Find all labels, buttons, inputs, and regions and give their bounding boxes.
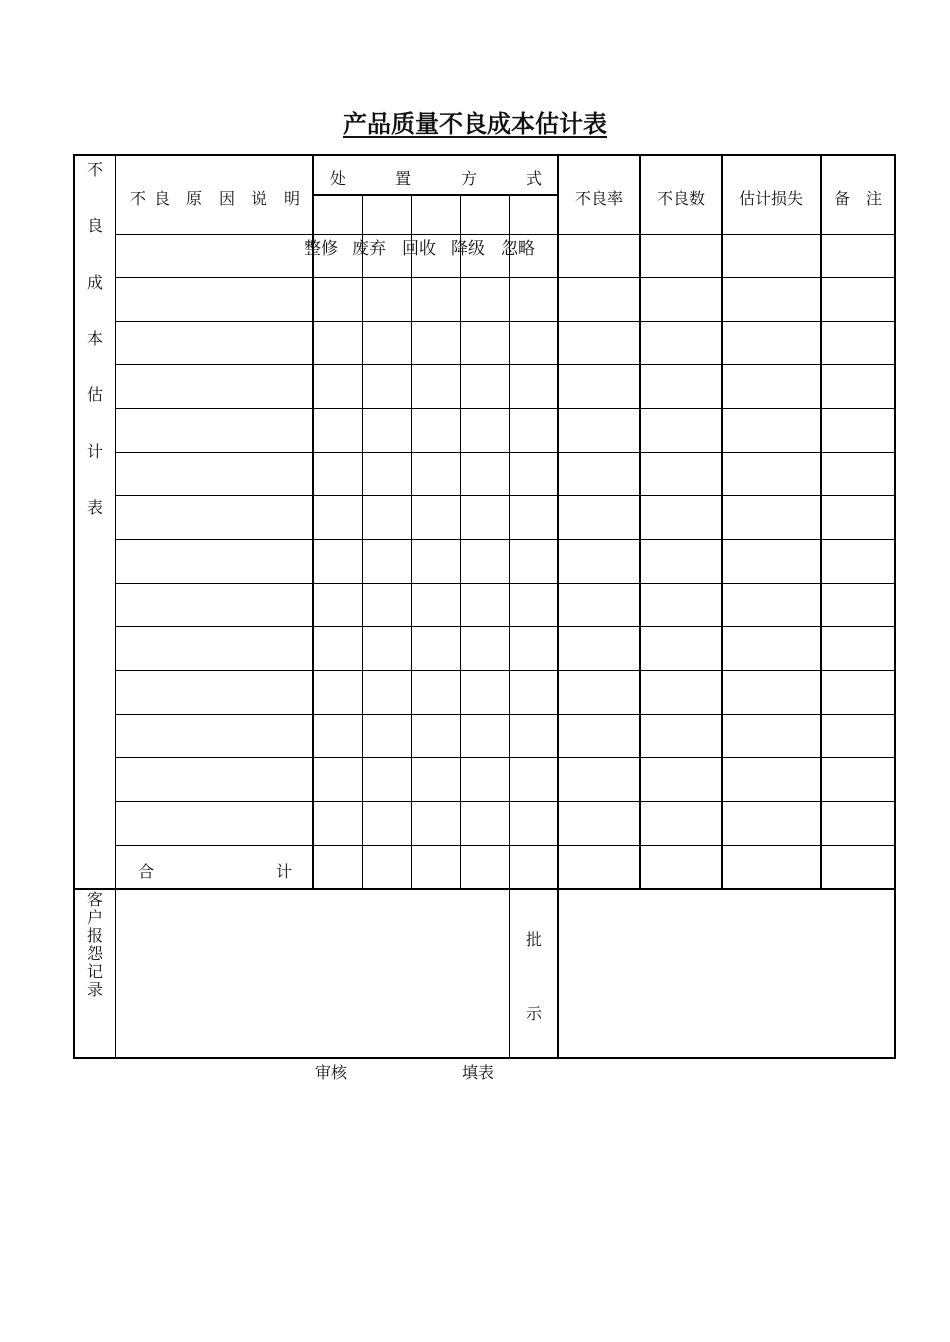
divider	[557, 154, 559, 1059]
header-disposal-char: 式	[526, 169, 543, 188]
page-title: 产品质量不良成本估计表	[343, 110, 607, 138]
approval-label-char: 批	[525, 930, 542, 949]
divider	[820, 154, 822, 889]
complaint-label-char: 报	[86, 926, 103, 945]
divider	[639, 154, 641, 889]
side-label-char: 本	[86, 329, 103, 348]
divider	[115, 539, 895, 540]
header-reason-char: 不	[130, 189, 147, 208]
complaint-label-char: 户	[86, 908, 103, 927]
cost-estimate-table	[73, 154, 896, 1059]
complaint-label-char: 记	[86, 962, 103, 981]
divider	[115, 845, 895, 846]
divider	[115, 670, 895, 671]
header-reason-char: 说	[251, 189, 268, 208]
divider	[115, 495, 895, 496]
side-label-char: 不	[86, 160, 103, 179]
divider	[115, 714, 895, 715]
header-disposal-char: 置	[395, 169, 412, 188]
header-reason-char: 因	[219, 189, 236, 208]
divider	[460, 194, 461, 889]
divider	[73, 888, 896, 890]
header-defect-rate: 不良率	[575, 189, 624, 208]
complaint-label-char: 录	[86, 980, 103, 999]
header-estimated-loss: 估计损失	[739, 189, 804, 208]
complaint-label-char: 客	[86, 890, 103, 909]
divider	[362, 194, 363, 889]
divider	[115, 364, 895, 365]
header-disposal-char: 方	[461, 169, 478, 188]
disposal-option-label: 降级	[451, 239, 485, 259]
approval-label-char: 示	[525, 1004, 542, 1023]
header-reason-char: 良	[154, 189, 171, 208]
header-reason-char: 原	[186, 189, 203, 208]
disposal-option-label: 忽略	[501, 239, 535, 259]
divider	[115, 626, 895, 627]
header-disposal-char: 处	[330, 169, 347, 188]
divider	[312, 154, 314, 889]
side-label-char: 成	[86, 273, 103, 292]
disposal-option-label: 整修	[304, 239, 338, 259]
footer-review-label: 审核	[315, 1063, 348, 1082]
side-label-char: 良	[86, 216, 103, 235]
header-defect-count: 不良数	[657, 189, 706, 208]
divider	[115, 757, 895, 758]
divider	[115, 452, 895, 453]
footer-fill-label: 填表	[462, 1063, 495, 1082]
disposal-option-label: 回收	[402, 239, 436, 259]
total-label-char: 合	[138, 862, 155, 881]
disposal-option-label: 废弃	[352, 239, 386, 259]
total-label-char: 计	[276, 862, 293, 881]
divider	[411, 194, 412, 889]
header-remarks-char: 备	[834, 189, 851, 208]
side-label-char: 计	[86, 442, 103, 461]
divider	[115, 801, 895, 802]
divider	[115, 583, 895, 584]
side-label-char: 估	[86, 385, 103, 404]
divider	[115, 408, 895, 409]
complaint-label-char: 怨	[86, 944, 103, 963]
header-reason-char: 明	[284, 189, 301, 208]
divider	[312, 194, 558, 196]
divider	[115, 277, 895, 278]
divider	[721, 154, 723, 889]
divider	[115, 321, 895, 322]
side-label-char: 表	[86, 498, 103, 517]
header-remarks-char: 注	[866, 189, 883, 208]
